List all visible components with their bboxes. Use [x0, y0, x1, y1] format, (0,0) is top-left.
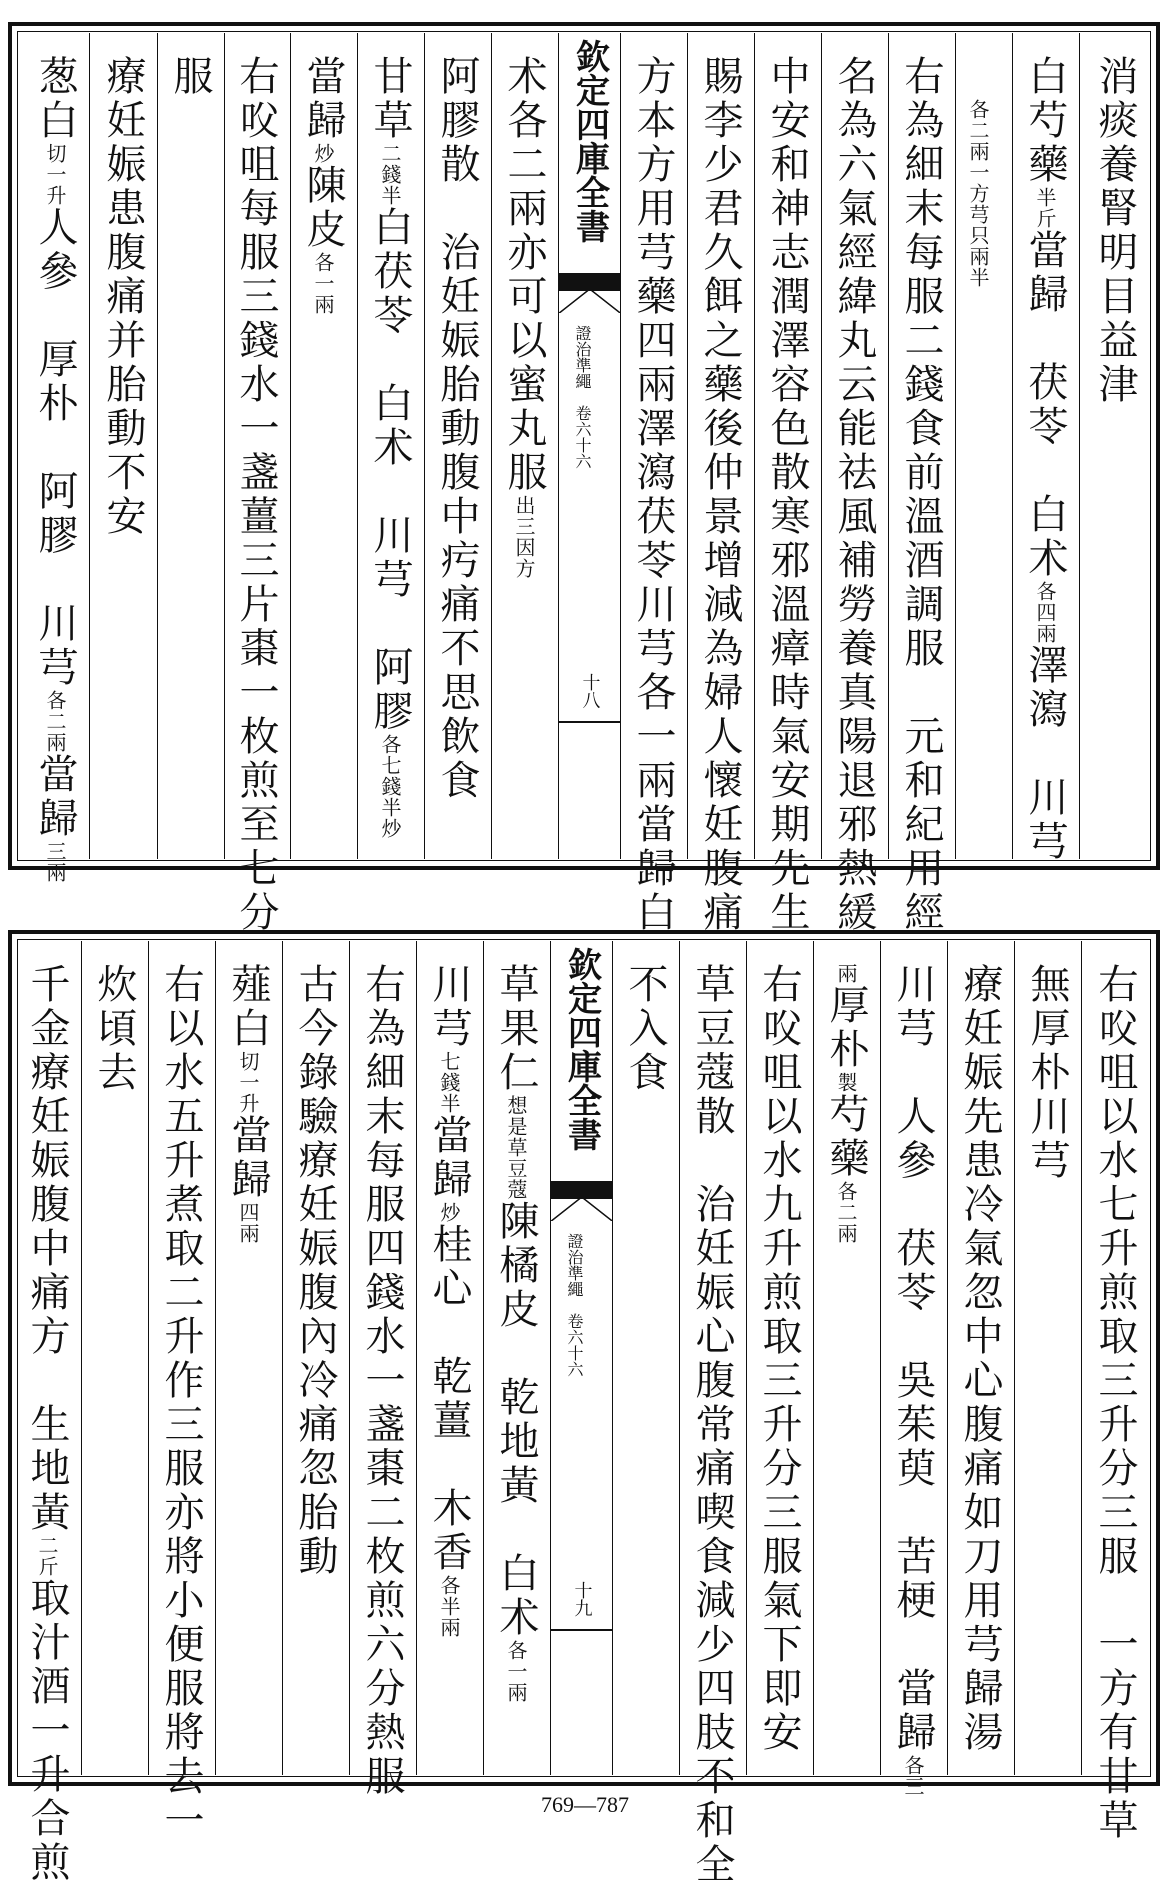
fold-line — [559, 721, 620, 723]
text-column-left-3: 右為細末每服四錢水一盞棗二枚煎六分熱服 — [349, 941, 416, 1775]
annotation-note: 各半兩 — [437, 1575, 461, 1638]
text-column-right-4: 川芎 人參 茯苓 吳茱萸 苦梗 當歸各三 — [880, 941, 947, 1775]
annotation-note: 出三因方 — [512, 495, 536, 579]
annotation-note: 各一兩 — [311, 252, 335, 315]
text-column-left-5: 薤白切一升當歸四兩 — [215, 941, 282, 1775]
annotation-note: 切一升 — [236, 1051, 260, 1114]
text-column-left-2: 川芎七錢半當歸炒桂心 乾薑 木香各半兩 — [416, 941, 483, 1775]
annotation-note: 各二兩一方芎只兩半 — [966, 99, 990, 288]
fishtail-mark — [559, 273, 620, 313]
text-column-right-2: 白芍藥半斤當歸 茯苓 白术各四兩澤瀉 川芎 — [1012, 33, 1079, 859]
library-title: 欽定四庫全書 — [569, 39, 610, 243]
annotation-note: 二錢半 — [378, 143, 402, 206]
annotation-note: 炒 — [437, 1202, 461, 1223]
annotation-note: 各二兩 — [834, 1181, 858, 1244]
text-column-left-3: 甘草二錢半白茯苓 白术 川芎 阿膠各七錢半炒 — [357, 33, 424, 859]
text-column-left-2: 阿膠散 治妊娠胎動腹中㽲痛不思飲食 — [424, 33, 491, 859]
text-column-right-3 — [955, 33, 1012, 859]
library-title: 欽定四庫全書 — [561, 947, 602, 1151]
annotation-note: 各七錢半炒 — [378, 734, 402, 839]
text-column-right-5: 兩厚朴製芍藥各二兩 — [813, 941, 880, 1775]
annotation-note: 各四兩 — [1033, 581, 1057, 644]
text-column-right-7: 草豆蔻散 治妊娠心腹常痛喫食減少四肢不和全 — [679, 941, 746, 1775]
annotation-note: 製 — [834, 1072, 858, 1093]
annotation-note: 各一兩 — [504, 1640, 528, 1703]
annotation-note: 炒 — [311, 143, 335, 164]
text-column-right-5: 名為六氣經緯丸云能祛風補勞養真陽退邪熱緩 — [821, 33, 888, 859]
annotation-note: 各二兩 — [43, 690, 67, 753]
book-chapter-label: 證治準繩 卷六十六 — [565, 1233, 584, 1377]
annotation-note: 七錢半 — [437, 1051, 461, 1114]
annotation-note: 二斤 — [35, 1535, 59, 1577]
center-fold-column — [550, 941, 612, 1775]
text-column-right-6: 中安和神志潤澤容色散寒邪溫瘴時氣安期先生 — [754, 33, 821, 859]
text-column-right-7: 賜李少君久餌之藥後仲景增減為婦人懷妊腹痛 — [687, 33, 754, 859]
text-column-left-8: 葱白切一升人參 厚朴 阿膠 川芎各二兩當歸三兩 — [32, 55, 78, 883]
page-footer-number: 769—787 — [541, 1792, 629, 1817]
text-column-left-1: 术各二兩亦可以蜜丸服出三因方 — [491, 33, 558, 859]
text-column-right-4: 右為細末每服二錢食前溫酒調服 元和紀用經 — [888, 33, 955, 859]
fold-line — [551, 1629, 612, 1631]
fishtail-mark — [551, 1181, 612, 1221]
annotation-note: 兩 — [834, 963, 858, 984]
book-chapter-label: 證治準繩 卷六十六 — [573, 325, 592, 469]
text-column-left-8: 千金療妊娠腹中痛方 生地黃二斤取汁酒一升合煎 — [24, 963, 70, 1885]
center-fold-column — [558, 33, 620, 859]
annotation-note: 各三 — [901, 1755, 925, 1797]
text-column-right-3: 療妊娠先患冷氣忽中心腹痛如刀用芎歸湯 — [947, 941, 1014, 1775]
text-column-right-1: 右㕮咀以水七升煎取三升分三服 一方有甘草 — [1081, 941, 1149, 1775]
leaf-number: 十九 — [571, 1581, 593, 1617]
text-column-right-8: 不入食 — [612, 941, 679, 1775]
text-column-left-6: 右以水五升煮取二升作三服亦將小便服將去一 — [148, 941, 215, 1775]
text-column-right-8: 方本方用芎藥四兩澤瀉茯苓川芎各一兩當歸白 — [620, 33, 687, 859]
text-column-right-6: 右㕮咀以水九升煎取三升分三服氣下即安 — [746, 941, 813, 1775]
annotation-note: 半斤 — [1033, 187, 1057, 229]
text-column-left-6: 服 — [157, 33, 224, 859]
text-column-left-7: 療妊娠患腹痛并胎動不安 — [89, 33, 157, 859]
text-column-right-2: 無厚朴川芎 — [1014, 941, 1081, 1775]
text-column-left-5: 右㕮咀每服三錢水一盞薑三片棗一枚煎至七分 — [224, 33, 290, 859]
annotation-note: 想是草豆蔻 — [504, 1095, 528, 1200]
upper-page-columns — [19, 33, 1149, 935]
annotation-note: 四兩 — [236, 1202, 260, 1244]
text-column-left-7: 炊頃去 — [81, 941, 148, 1775]
text-column-right-1: 消痰養腎明目益津 — [1079, 33, 1149, 859]
text-column-left-4: 當歸炒陳皮各一兩 — [290, 33, 357, 859]
annotation-note: 切一升 — [43, 143, 67, 206]
upper-page — [8, 22, 1160, 935]
leaf-number: 十八 — [579, 673, 601, 709]
text-column-left-1: 草果仁想是草豆蔻陳橘皮 乾地黃 白术各一兩 — [483, 941, 550, 1775]
annotation-note: 三兩 — [43, 841, 67, 883]
text-column-left-4: 古今錄驗療妊娠腹內冷痛忽胎動 — [282, 941, 349, 1775]
